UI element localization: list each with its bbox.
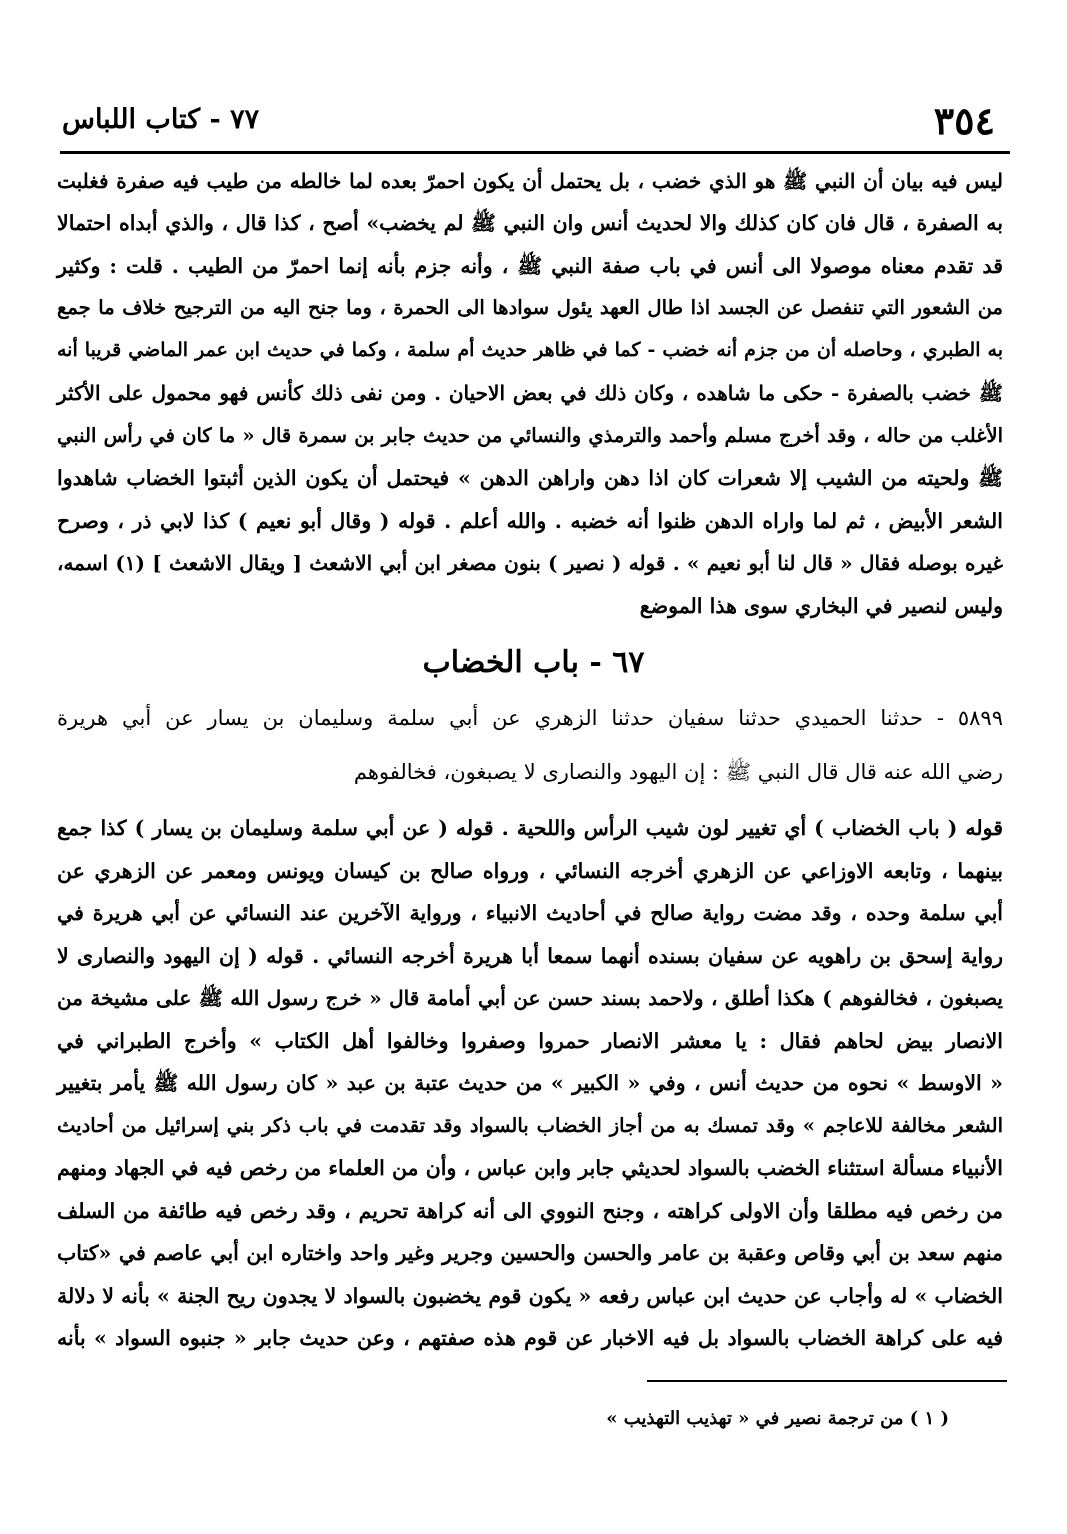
footnote: ( ١ ) من ترجمة نصير في « تهذيب التهذيب » [606, 1408, 949, 1429]
text-line: الأنبياء مسألة استثناء الخضب بالسواد لحديثي جابر وابن عباس ، وأن من العلماء من رخص فيه في الجهاد ومنهم [57, 1156, 1003, 1180]
text-line: من رخص فيه مطلقا وأن الاولى كراهته ، وجنح النووي الى أنه كراهة تحريم ، وقد رخص فيه طائفة من السلف [57, 1199, 1003, 1223]
text-line: قوله ( باب الخضاب ) أي تغيير لون شيب الرأس واللحية . قوله ( عن أبي سلمة وسليمان بن يسار ) كذا جمع [57, 816, 1003, 840]
text-line: رواية إسحق بن راهويه عن سفيان بسنده أنهما سمعا أبا هريرة أخرجه النسائي . قوله ( إن اليهود والنصارى لا [57, 944, 1003, 968]
text-line: ﷺ ولحيته من الشيب إلا شعرات كان اذا دهن واراهن الدهن » فيحتمل أن يكون الذين أثبتوا الخضاب شاهدوا [57, 466, 1003, 490]
text-line: غيره بوصله فقال « قال لنا أبو نعيم » . قوله ( نصير ) بنون مصغر ابن أبي الاشعث [ ويقال الاشعث ] (١) اسمه، [57, 551, 1003, 575]
text-line: الأغلب من حاله ، وقد أخرج مسلم وأحمد والترمذي والنسائي من حديث جابر بن سمرة قال « ما كان في رأس النبي [57, 424, 1003, 447]
text-line: بينهما ، وتابعه الاوزاعي عن الزهري أخرجه النسائي ، ورواه صالح بن كيسان ويونس ومعمر عن الزهري عن [57, 859, 1003, 883]
hadith-line: رضي الله عنه قال قال النبي ﷺ : إن اليهود والنصارى لا يصبغون، فخالفوهم [353, 760, 1003, 784]
text-line: الانصار بيض لحاهم فقال : يا معشر الانصار حمروا وصفروا وخالفوا أهل الكتاب » وأخرج الطبراني في [57, 1029, 1003, 1053]
footnote-rule [647, 1380, 1007, 1382]
text-line: فيه على كراهة الخضاب بالسواد بل فيه الاخبار عن قوم هذه صفتهم ، وعن حديث جابر « جنبوه السواد » بأنه [57, 1326, 1003, 1350]
text-line: ليس فيه بيان أن النبي ﷺ هو الذي خضب ، بل يحتمل أن يكون احمرّ بعده لما خالطه من طيب فيه صفرة فغلبت [57, 169, 1003, 193]
text-line: قد تقدم معناه موصولا الى أنس في باب صفة النبي ﷺ ، وأنه جزم بأنه إنما احمرّ من الطيب . قلت : وكثير [57, 254, 1003, 278]
text-line: ﷺ خضب بالصفرة - حكى ما شاهده ، وكان ذلك في بعض الاحيان . ومن نفى ذلك كأنس فهو محمول على الأكثر [57, 381, 1003, 405]
text-line: أبي سلمة وحده ، وقد مضت رواية صالح في أحاديث الانبياء ، ورواية الآخرين عند النسائي عن أبي هريرة في [57, 901, 1003, 925]
section-heading: ٦٧ - باب الخضاب [422, 645, 645, 680]
text-line: به الصفرة ، قال فان كان كذلك والا لحديث أنس وان النبي ﷺ لم يخضب» أصح ، كذا قال ، والذي أبداه احتمالا [57, 211, 1003, 235]
page-number: ٣٥٤ [933, 98, 995, 143]
text-line: الخضاب » له وأجاب عن حديث ابن عباس رفعه « يكون قوم يخضبون بالسواد لا يجدون ريح الجنة » بأنه لا دلالة [57, 1284, 1003, 1308]
text-line: منهم سعد بن أبي وقاص وعقبة بن عامر والحسن والحسين وجرير وغير واحد واختاره ابن أبي عاصم في «كتاب [57, 1241, 1003, 1265]
text-line: يصبغون ، فخالفوهم ) هكذا أطلق ، ولاحمد بسند حسن عن أبي أمامة قال « خرج رسول الله ﷺ على مشيخة من [57, 986, 1004, 1010]
text-line: الشعر الأبيض ، ثم لما واراه الدهن ظنوا أنه خضبه . والله أعلم . قوله ( وقال أبو نعيم ) كذا لابي ذر ، وصرح [57, 509, 1003, 533]
hadith-line: ٥٨٩٩ - حدثنا الحميدي حدثنا سفيان حدثنا الزهري عن أبي سلمة وسليمان بن يسار عن أبي هريرة [57, 706, 1003, 730]
text-line: من الشعور التي تنفصل عن الجسد اذا طال العهد يئول سوادها الى الحمرة ، وما جنح اليه من الترجيح خلاف ما جمع [57, 296, 1003, 319]
text-line: وليس لنصير في البخاري سوى هذا الموضع [639, 594, 1003, 618]
text-line: « الاوسط » نحوه من حديث أنس ، وفي « الكبير » من حديث عتبة بن عبد « كان رسول الله ﷺ يأمر بتغيير [57, 1071, 1003, 1095]
header-rule [60, 151, 1010, 154]
text-line: الشعر مخالفة للاعاجم » وقد تمسك به من أجاز الخضاب بالسواد وقد تقدمت في باب ذكر بني إسرائيل من أحاديث [57, 1114, 1003, 1137]
running-head: ٧٧ - كتاب اللباس [62, 104, 260, 135]
text-line: به الطبري ، وحاصله أن من جزم أنه خضب - كما في ظاهر حديث أم سلمة ، وكما في حديث ابن عمر الماضي قريبا أنه [57, 339, 1003, 361]
